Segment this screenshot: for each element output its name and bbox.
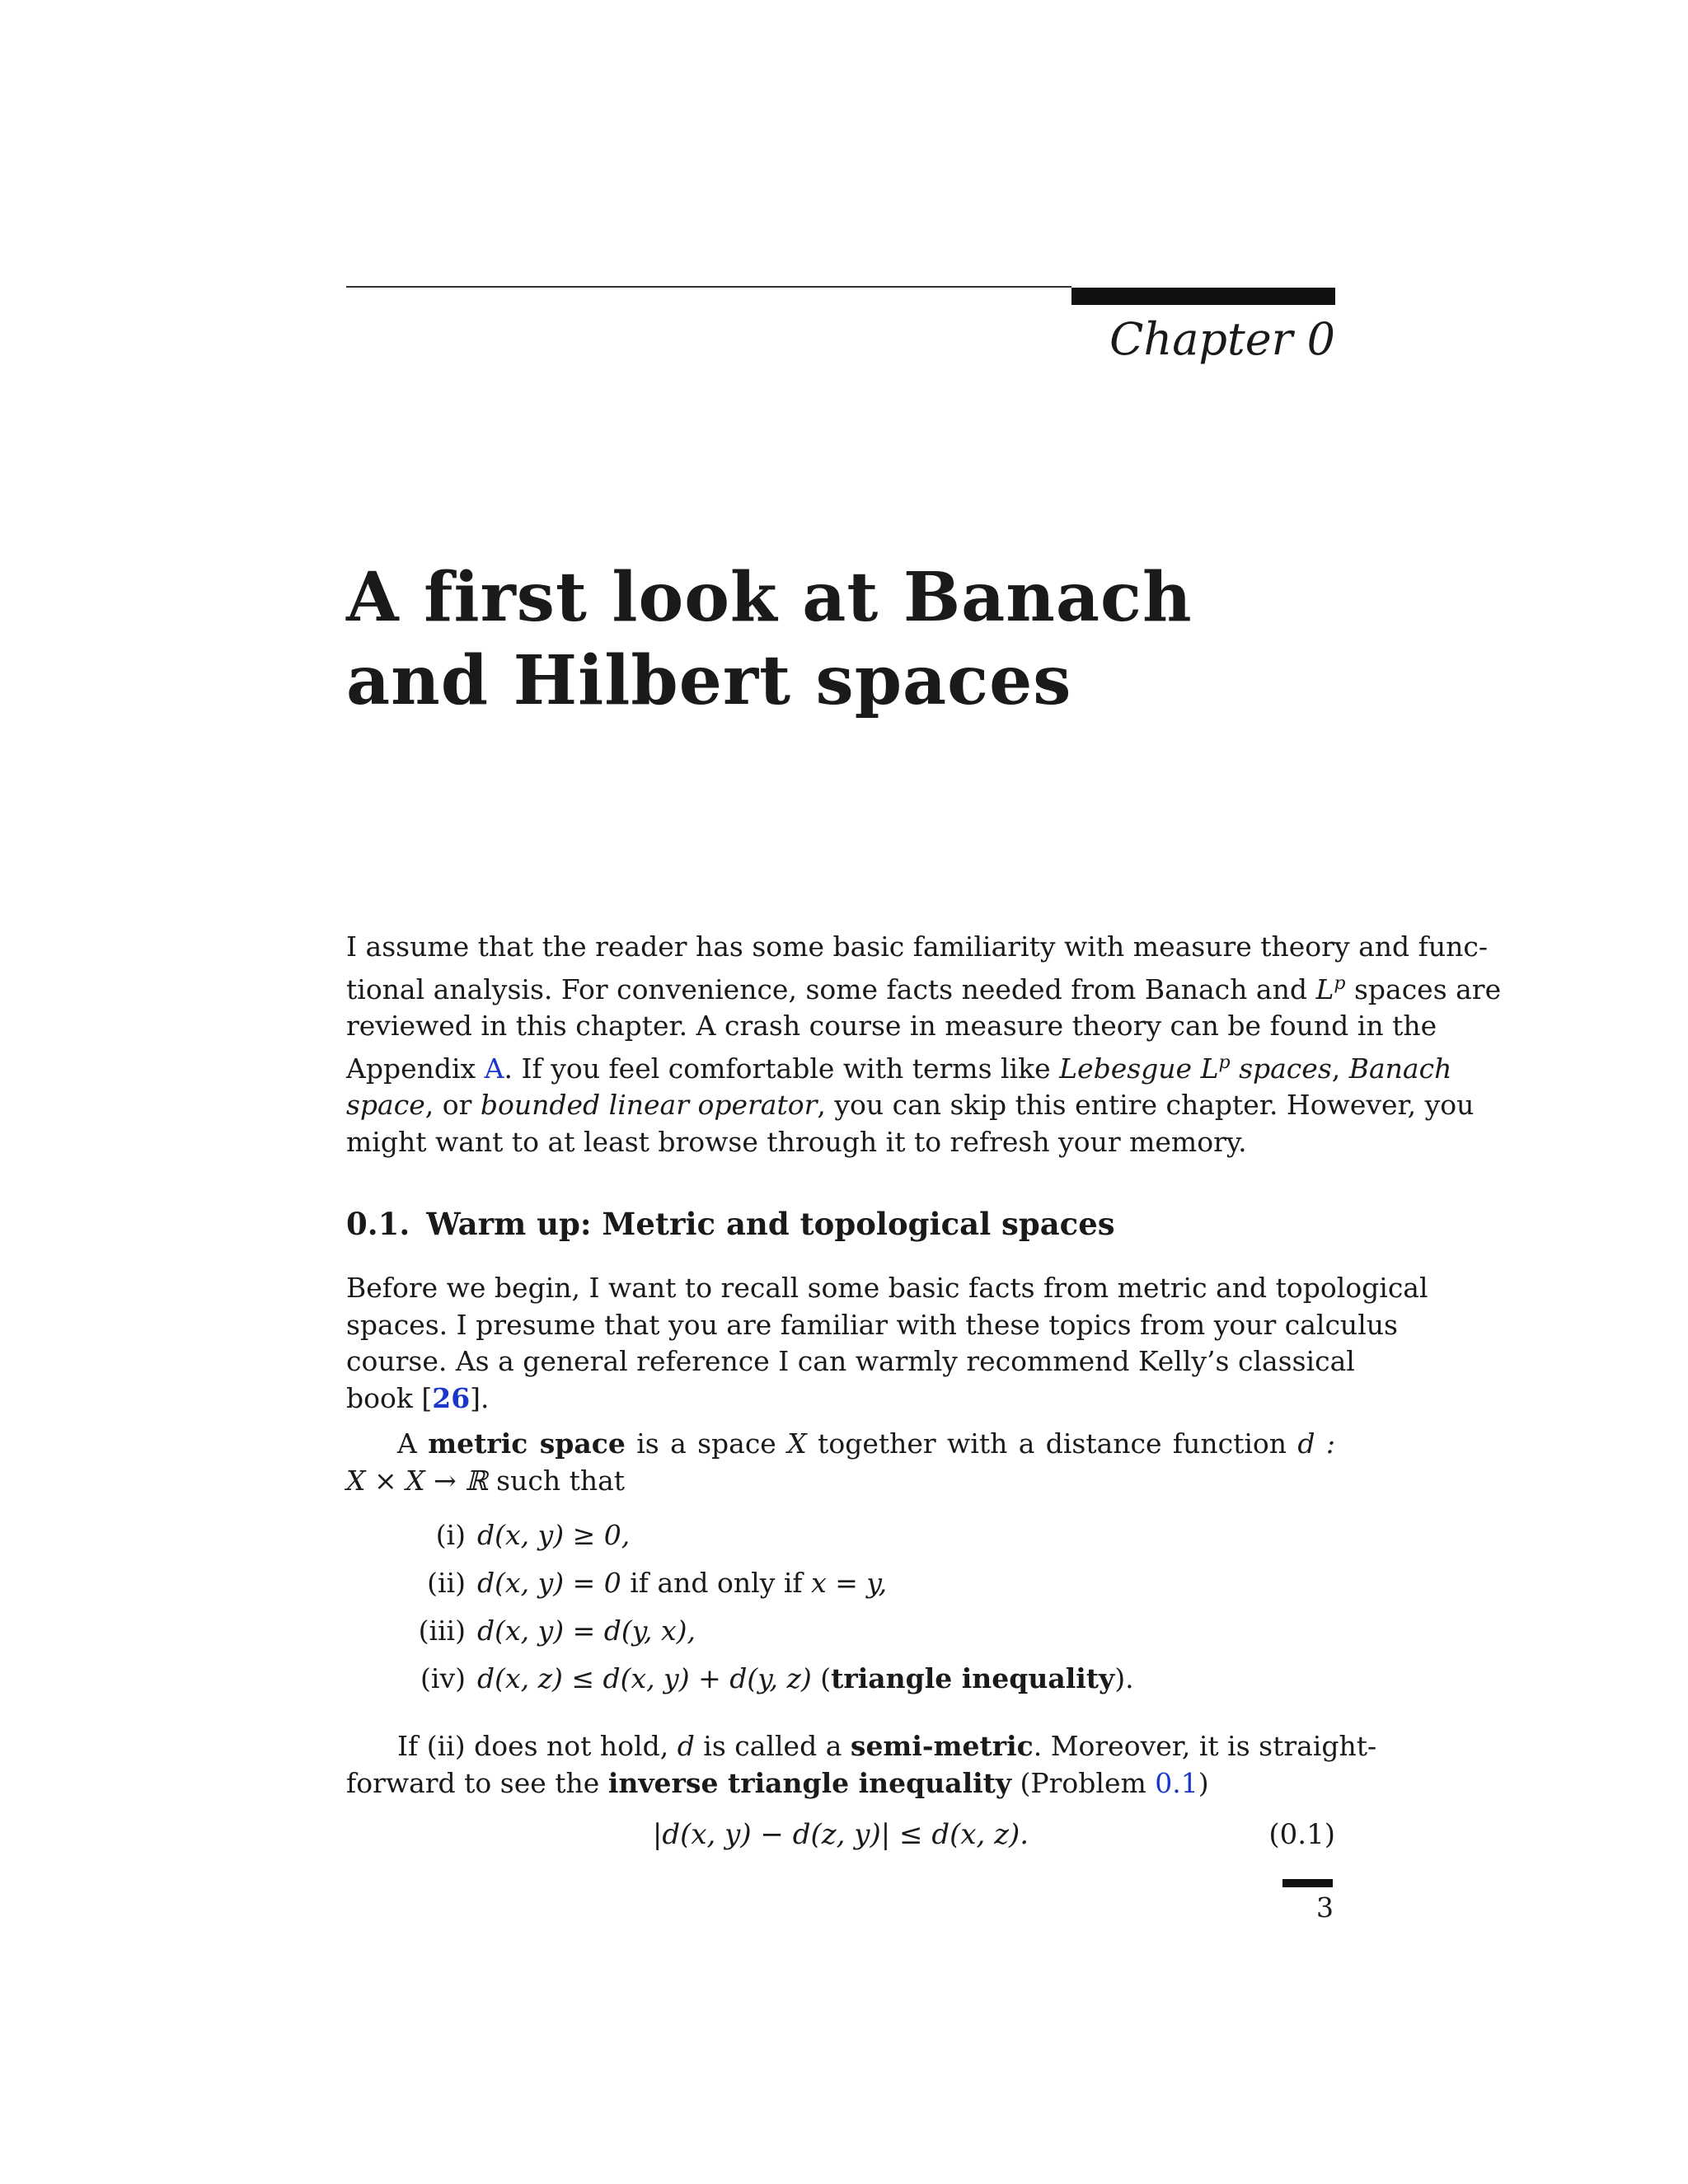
chapter-title-line-2: and Hilbert spaces xyxy=(346,641,1072,720)
metric-line-2: X × X → ℝ such that xyxy=(346,1464,626,1497)
semi-metric-line-2: forward to see the inverse triangle inequality (Problem 0.1) xyxy=(346,1766,1209,1799)
paragraph-warmup xyxy=(346,1270,1428,1417)
list-item: (iv) d(x, z) ≤ d(x, y) + d(y, z) (triangle inequality). xyxy=(420,1662,1134,1694)
chapter-label: Chapter 0 xyxy=(1109,313,1335,365)
page-number: 3 xyxy=(1316,1891,1334,1924)
appendix-link[interactable]: A xyxy=(484,1052,504,1085)
header-rule-accent xyxy=(1071,288,1335,305)
section-number: 0.1. xyxy=(346,1206,410,1242)
citation-link[interactable]: 26 xyxy=(432,1381,471,1414)
list-item: (i) d(x, y) ≥ 0, xyxy=(435,1519,631,1551)
intro-paragraph xyxy=(346,929,1502,1160)
metric-line-1: A metric space is a space X together with a distance function d : xyxy=(397,1427,1336,1460)
list-item: (iii) d(x, y) = d(y, x), xyxy=(418,1615,696,1647)
warmup-line-2: spaces. I presume that you are familiar with these topics from your calculus xyxy=(346,1308,1398,1341)
semi-metric-line-1: If (ii) does not hold, d is called a semi-metric. Moreover, it is straight- xyxy=(397,1730,1377,1762)
problem-link[interactable]: 0.1 xyxy=(1155,1766,1198,1799)
intro-line-5: space, or bounded linear operator, you can skip this entire chapter. However, you xyxy=(346,1089,1475,1121)
intro-line-1: I assume that the reader has some basic familiarity with measure theory and func- xyxy=(346,930,1488,963)
intro-line-3: reviewed in this chapter. A crash course in measure theory can be found in the xyxy=(346,1010,1437,1042)
footer-rule xyxy=(1282,1879,1333,1887)
list-item: (ii) d(x, y) = 0 if and only if x = y, xyxy=(427,1567,888,1599)
intro-line-4: Appendix A. If you feel comfortable with terms like Lebesgue $L^p$ spaces, Banach xyxy=(346,1052,1452,1085)
chapter-title-line-1: A first look at Banach xyxy=(346,558,1193,637)
header-rule xyxy=(346,286,1071,288)
warmup-line-1: Before we begin, I want to recall some basic facts from metric and topological xyxy=(346,1272,1428,1304)
chapter-title xyxy=(346,556,1418,723)
section-title: Warm up: Metric and topological spaces xyxy=(426,1206,1115,1242)
warmup-line-3: course. As a general reference I can warmly recommend Kelly’s classical xyxy=(346,1345,1355,1377)
intro-line-6: might want to at least browse through it to refresh your memory. xyxy=(346,1125,1247,1158)
warmup-line-4: book [26]. xyxy=(346,1381,490,1414)
paragraph-semi-metric xyxy=(346,1728,1377,1802)
intro-line-2: tional analysis. For convenience, some facts needed from Banach and $L^p$ spaces are xyxy=(346,972,1502,1005)
paragraph-metric-definition xyxy=(346,1426,1335,1499)
section-heading xyxy=(346,1206,1115,1242)
equation-number: (0.1) xyxy=(1268,1818,1335,1851)
equation-expression: |d(x, y) − d(z, y)| ≤ d(x, z). xyxy=(652,1818,1029,1851)
